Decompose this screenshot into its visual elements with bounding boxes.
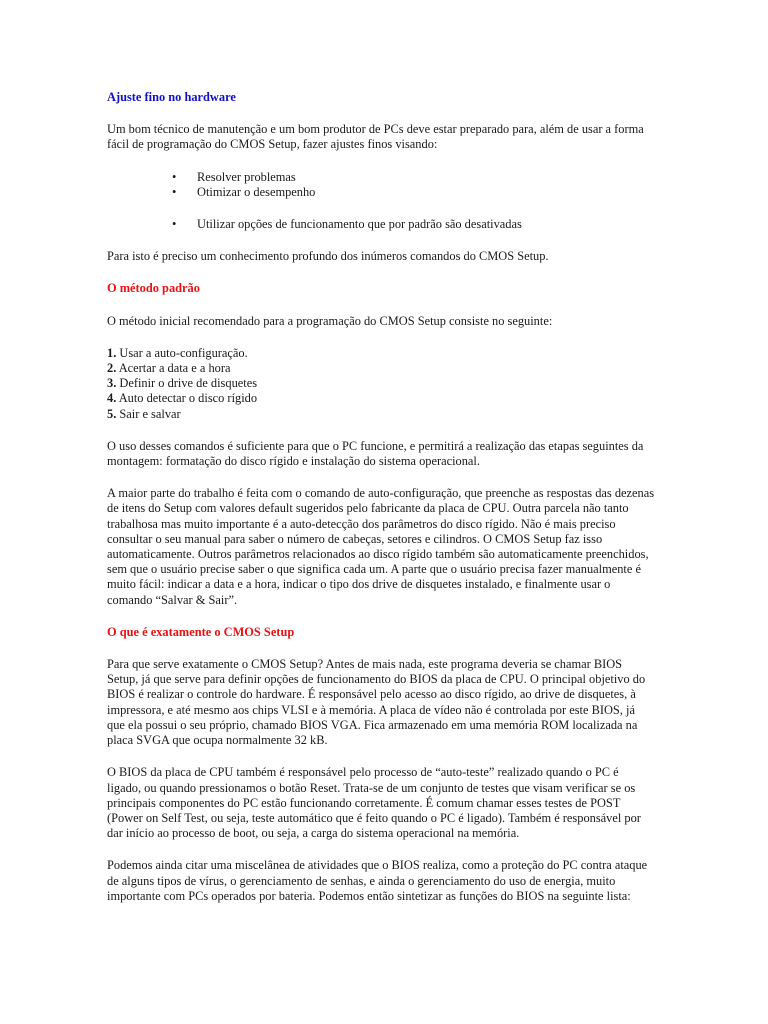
bullet-icon: • <box>172 169 177 184</box>
goals-list-extra <box>107 217 655 232</box>
section-heading-cmos-setup: O que é exatamente o CMOS Setup <box>107 624 295 639</box>
cmos-paragraph-1: Para que serve exatamente o CMOS Setup? Antes de mais nada, este programa deveria se chamar BIOS Setup, já que serve para definir opções de funcionamento do BIOS da placa de CPU. O principal objetivo do BIOS é realizar o controle do hardware. É responsável pelo acesso ao disco rígido, ao drive de disquetes, à impressora, e até mesmo aos chips VLSI e à memória. A placa de vídeo não é controlada por este BIOS, já que ela possui o seu próprio, chamado BIOS VGA. Fica armazenado em uma memória ROM localizada na placa SVGA que ocupa normalmente 32 kB. <box>107 657 646 748</box>
list-item: 2. Acertar a data e a hora <box>107 361 231 376</box>
list-item: • Otimizar o desempenho <box>172 184 316 199</box>
list-item: 5. Sair e salvar <box>107 406 181 421</box>
steps-list <box>107 346 655 422</box>
cmos-paragraph-2: O BIOS da placa de CPU também é responsável pelo processo de “auto-teste” realizado quando o PC é ligado, ou quando pressionamos o botão Reset. Trata-se de um conjunto de testes que visam verificar se os principais componentes do PC estão funcionando corretamente. É comum chamar esses testes de POST (Power on Self Test, ou seja, teste automático que é feito quando o PC é ligado). Também é responsável por dar início ao processo de boot, ou seja, a carga do sistema operacional na memória. <box>107 765 641 841</box>
intro-paragraph: Um bom técnico de manutenção e um bom produtor de PCs deve estar preparado para, além de usar a forma fácil de programação do CMOS Setup, fazer ajustes finos visando: <box>107 122 644 152</box>
cmos-paragraph-3: Podemos ainda citar uma miscelânea de atividades que o BIOS realiza, como a proteção do PC contra ataque de alguns tipos de vírus, o gerenciamento de senhas, e ainda o gerenciamento do uso de energia, muito importante com PCs operados por bateria. Podemos então sintetizar as funções do BIOS na seguinte lista: <box>107 858 648 903</box>
list-item: • Utilizar opções de funcionamento que por padrão são desativadas <box>172 217 522 232</box>
list-item: 3. Definir o drive de disquetes <box>107 376 258 391</box>
list-item: 4. Auto detectar o disco rígido <box>107 391 258 406</box>
document-page <box>107 90 655 904</box>
section-heading-metodo-padrao: O método padrão <box>107 281 200 296</box>
closing-paragraph: Para isto é preciso um conhecimento profundo dos inúmeros comandos do CMOS Setup. <box>107 249 549 264</box>
list-item: • Resolver problemas <box>172 169 296 184</box>
section-heading-ajuste-fino: Ajuste fino no hardware <box>107 90 236 104</box>
bullet-icon: • <box>172 184 177 199</box>
list-item: 1. Usar a auto-configuração. <box>107 345 248 360</box>
method-intro-paragraph: O método inicial recomendado para a programação do CMOS Setup consiste no seguinte: <box>107 313 553 328</box>
bullet-icon: • <box>172 217 177 232</box>
method-paragraph-2: A maior parte do trabalho é feita com o comando de auto-configuração, que preenche as respostas das dezenas de itens do Setup com valores default sugeridos pelo fabricante da placa de CPU. Outra parcela não tanto trabalhosa mas muito importante é a auto-detecção dos parâmetros do disco rígido. Não é mais preciso consultar o seu manual para saber o número de cabeças, setores e cilindros. O CMOS Setup faz isso automaticamente. Outros parâmetros relacionados ao disco rígido também são automaticamente preenchidos, sem que o usuário precise saber o que significa cada um. A parte que o usuário precisa fazer manualmente é muito fácil: indicar a data e a hora, indicar o tipo dos drive de disquetes instalado, e finalmente usar o comando “Salvar & Sair”. <box>107 486 655 607</box>
goals-list <box>107 170 655 200</box>
method-paragraph-1: O uso desses comandos é suficiente para que o PC funcione, e permitirá a realização das etapas seguintes da montagem: formatação do disco rígido e instalação do sistema operacional. <box>107 438 644 469</box>
